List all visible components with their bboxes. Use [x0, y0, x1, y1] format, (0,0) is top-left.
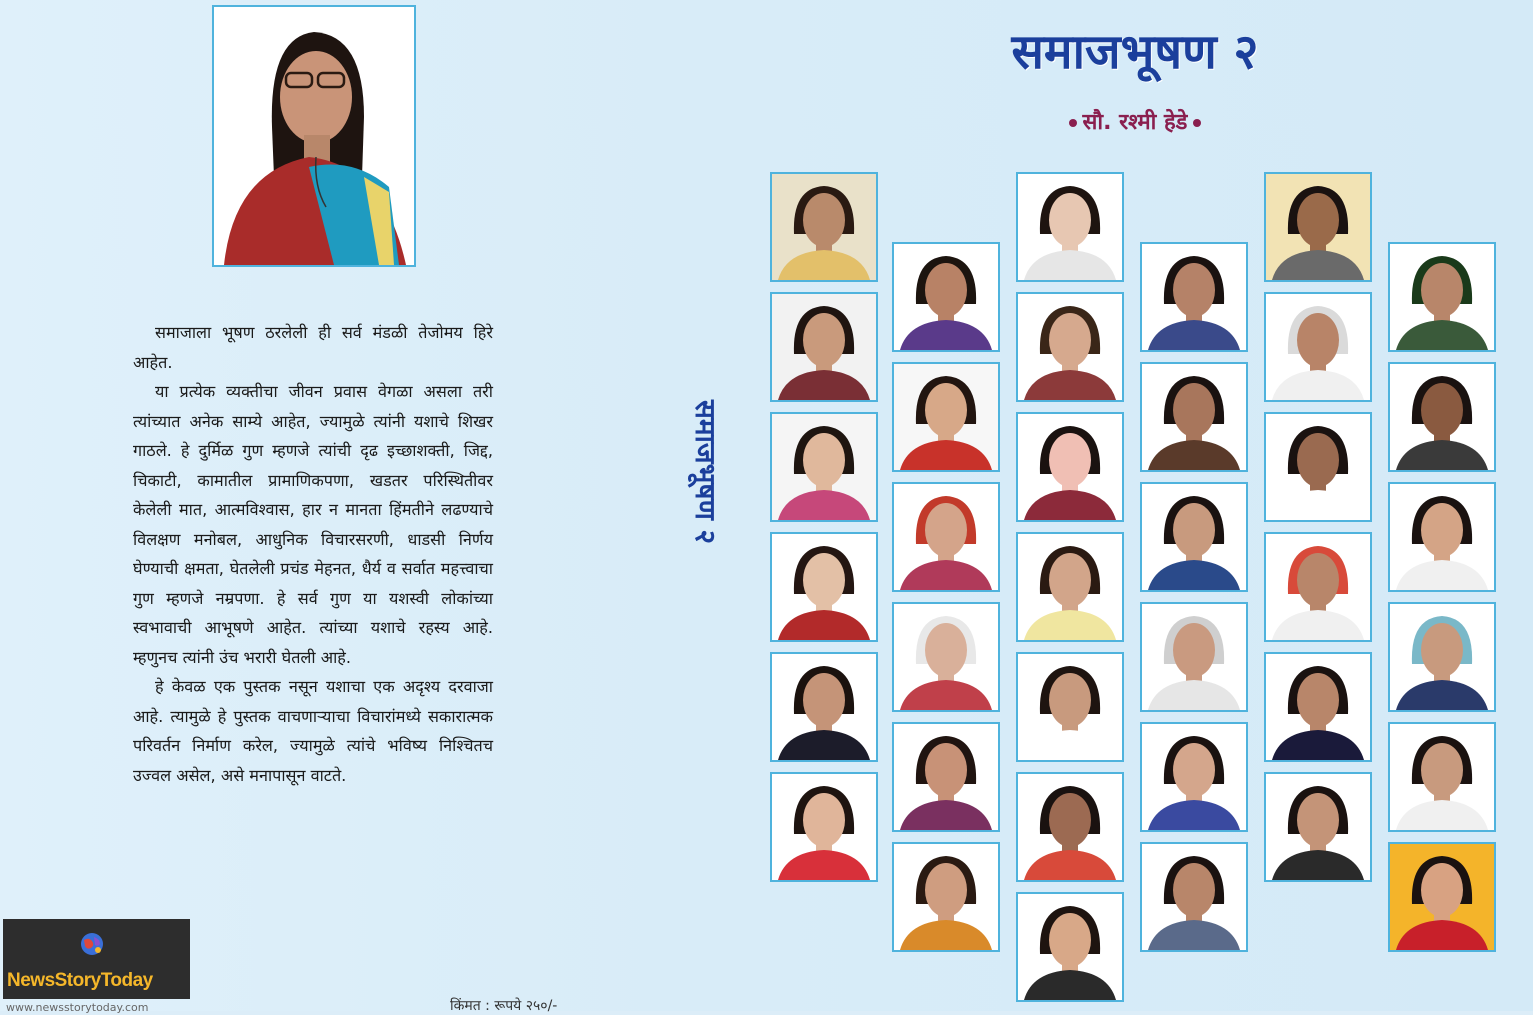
portrait-12 [892, 842, 1000, 952]
portrait-14 [1016, 292, 1124, 402]
portrait-13 [1016, 172, 1124, 282]
portrait-15 [1016, 412, 1124, 522]
portrait-10 [892, 602, 1000, 712]
portrait-4 [770, 532, 878, 642]
globe-icon [79, 931, 105, 957]
portrait-30 [1264, 652, 1372, 762]
portrait-11 [892, 722, 1000, 832]
bullet-dot [1193, 119, 1201, 127]
portrait-1 [770, 172, 878, 282]
portrait-20 [1140, 242, 1248, 352]
portrait-8 [892, 362, 1000, 472]
portrait-32 [1388, 242, 1496, 352]
author-label: सौ. रश्मी हेडे [1082, 110, 1188, 135]
portrait-2 [770, 292, 878, 402]
portrait-33 [1388, 362, 1496, 472]
portrait-34 [1388, 482, 1496, 592]
portrait-7 [892, 242, 1000, 352]
newsstorytoday-logo [3, 919, 190, 999]
author-photo [212, 5, 416, 267]
blurb-paragraph: हे केवळ एक पुस्तक नसून यशाचा एक अदृश्य दरवाजा आहे. त्यामुळे हे पुस्तक वाचणाऱ्याचा विचारांमध्ये सकारात्मक परिवर्तन निर्माण करेल, ज्यामुळे त्यांचे भविष्य निश्चितच उज्वल असेल, असे मनापासून वाटते. [133, 677, 493, 785]
portrait-23 [1140, 602, 1248, 712]
author-name [1040, 106, 1230, 136]
portrait-5 [770, 652, 878, 762]
book-title: समाजभूषण २ [1011, 24, 1259, 80]
website-url: www.newsstorytoday.com [6, 1001, 149, 1014]
portrait-31 [1264, 772, 1372, 882]
portrait-37 [1388, 842, 1496, 952]
portrait-18 [1016, 772, 1124, 882]
portrait-24 [1140, 722, 1248, 832]
portrait-27 [1264, 292, 1372, 402]
portrait-16 [1016, 532, 1124, 642]
bullet-dot [1069, 119, 1077, 127]
price-label: किंमत : रूपये २५०/- [450, 998, 558, 1014]
portrait-35 [1388, 602, 1496, 712]
portrait-28 [1264, 412, 1372, 522]
portrait-17 [1016, 652, 1124, 762]
portrait-22 [1140, 482, 1248, 592]
portrait-36 [1388, 722, 1496, 832]
portrait-9 [892, 482, 1000, 592]
portrait-29 [1264, 532, 1372, 642]
portrait-25 [1140, 842, 1248, 952]
portrait-26 [1264, 172, 1372, 282]
book-spine [689, 400, 729, 600]
portrait-3 [770, 412, 878, 522]
portrait-19 [1016, 892, 1124, 1002]
portrait-6 [770, 772, 878, 882]
spine-title: समाजभूषण २ [689, 400, 722, 545]
blurb-paragraph: समाजाला भूषण ठरलेली ही सर्व मंडळी तेजोमय हिरे आहेत. [133, 323, 493, 372]
portrait-21 [1140, 362, 1248, 472]
logo-text: NewsStoryToday [7, 970, 153, 991]
blurb-paragraph: या प्रत्येक व्यक्तीचा जीवन प्रवास वेगळा असला तरी त्यांच्यात अनेक साम्ये आहेत, ज्यामुळे त्यांनी यशाचे शिखर गाठले. हे दुर्मिळ गुण म्हणजे त्यांची दृढ इच्छाशक्ती, जिद्द, चिकाटी, कामातील प्रामाणिकपणा, खडतर परिस्थितीवर केलेली मात, आत्मविश्वास, हार न मानता हिंमतीने लढण्याचे विलक्षण मनोबल, आधुनिक विचारसरणी, धाडसी निर्णय घेण्याची क्षमता, घेतलेली प्रचंड मेहनत, धैर्य व सर्वात महत्त्वाचा गुण म्हणजे नम्रपणा. हे सर्व गुण या यशस्वी लोकांच्या स्वभावाची आभूषणे आहेत. त्यांच्या यशाचे रहस्य आहे. म्हणुनच त्यांनी उंच भरारी घेतली आहे. [133, 382, 493, 667]
back-cover-blurb [133, 318, 493, 790]
